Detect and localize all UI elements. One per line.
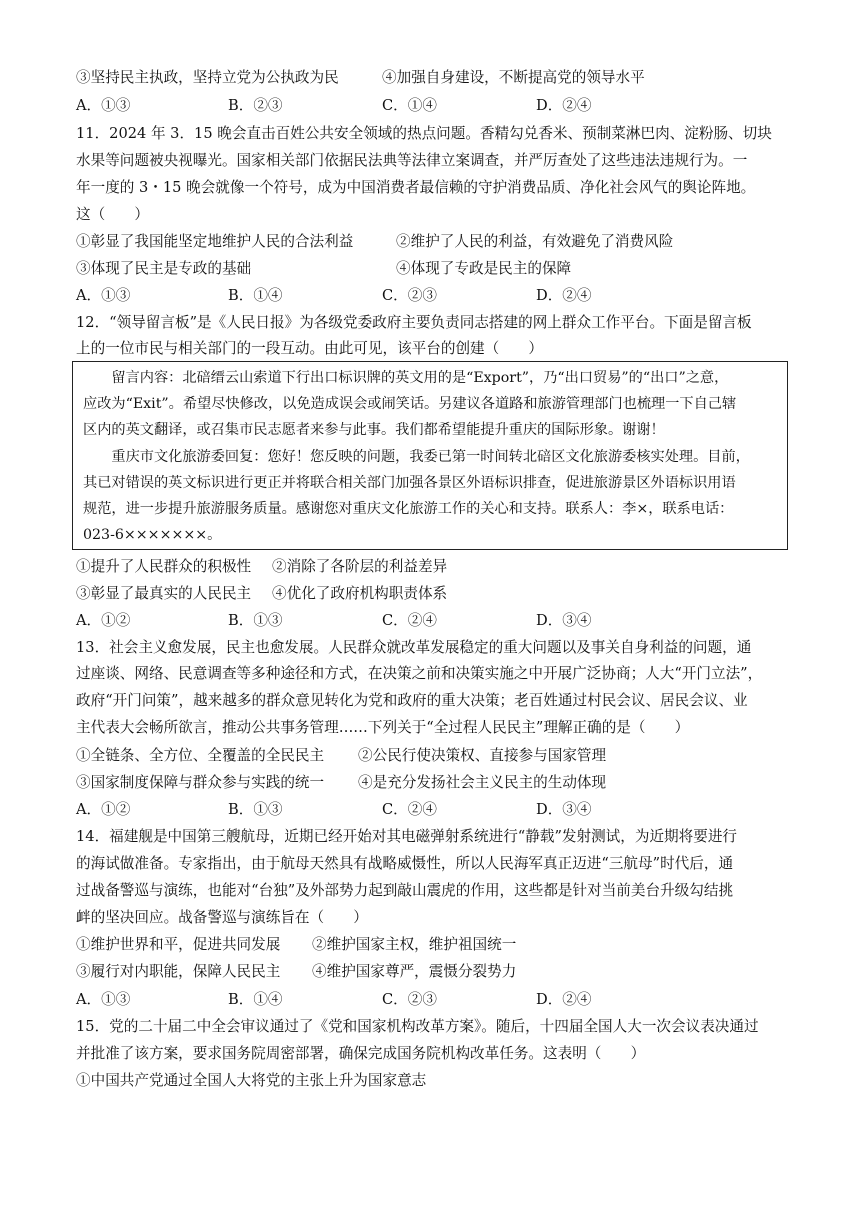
q10-statement-3: ③坚持民主执政，坚持立党为公执政为民	[76, 69, 339, 86]
q12-box-line-2: 应改为“Exit”。希望尽快修改，以免造成误会或闹笑话。另建议各道路和旅游管理部门也梳理一下自己辖	[83, 396, 737, 412]
q12-stem-line-1: 12．“领导留言板”是《人民日报》为各级党委政府主要负责同志搭建的网上群众工作平台。下面是留言板	[76, 314, 752, 331]
q15-stem-line-2: 并批准了该方案，要求国务院周密部署，确保完成国务院机构改革任务。这表明（ ）	[76, 1045, 646, 1062]
q13-stem-line-2: 过座谈、网络、民意调查等多种途径和方式，在决策之前和决策实施之中开展广泛协商；人大“开门立法”，	[76, 665, 763, 682]
q14-statement-1: ①维护世界和平，促进共同发展	[76, 936, 281, 953]
q12-option-a[interactable]: A．①②	[76, 612, 131, 629]
q13-option-c[interactable]: C．②④	[382, 801, 437, 818]
q12-box-line-4: 重庆市文化旅游委回复：您好！您反映的问题，我委已第一时间转北碚区文化旅游委核实处理。目前，	[83, 449, 750, 465]
q13-stem-line-4: 主代表大会畅所欲言，推动公共事务管理……下列关于“全过程人民民主”理解正确的是（ ）	[76, 719, 690, 736]
q15-statement-1: ①中国共产党通过全国人大将党的主张上升为国家意志	[76, 1072, 427, 1089]
q14-option-d[interactable]: D．②④	[536, 991, 592, 1008]
q12-message-box	[72, 361, 788, 550]
q12-box-line-6: 规范，进一步提升旅游服务质量。感谢您对重庆文化旅游工作的关心和支持。联系人：李×，联系电话：	[83, 501, 734, 517]
q14-option-a[interactable]: A．①③	[76, 991, 131, 1008]
q11-statement-1: ①彰显了我国能坚定地维护人民的合法利益	[76, 233, 354, 250]
q10-option-b[interactable]: B．②③	[228, 97, 283, 114]
q11-stem-line-3: 年一度的 3・15 晚会就像一个符号，成为中国消费者最信赖的守护消费品质、净化社会风气的舆论阵地。	[76, 179, 756, 196]
q12-box-line-7: 023-6×××××××。	[83, 527, 222, 543]
q12-statement-3: ③彰显了最真实的人民民主	[76, 585, 252, 602]
q13-statement-1: ①全链条、全方位、全覆盖的全民民主	[76, 747, 325, 764]
q11-stem-line-4: 这（ ）	[76, 206, 149, 223]
q13-option-d[interactable]: D．③④	[536, 801, 592, 818]
q10-option-c[interactable]: C．①④	[382, 97, 437, 114]
q12-box-line-3: 区内的英文翻译，或召集市民志愿者来参与此事。我们都希望能提升重庆的国际形象。谢谢！	[83, 422, 665, 438]
q12-stem-line-2: 上的一位市民与相关部门的一段互动。由此可见，该平台的创建（ ）	[76, 340, 544, 357]
q12-option-b[interactable]: B．①③	[228, 612, 283, 629]
q10-option-d[interactable]: D．②④	[536, 97, 592, 114]
q10-option-a[interactable]: A．①③	[76, 97, 131, 114]
q14-option-c[interactable]: C．②③	[382, 991, 437, 1008]
q12-box-line-5: 其已对错误的英文标识进行更正并将联合相关部门加强各景区外语标识排查，促进旅游景区外语标识用语	[83, 475, 736, 491]
q13-statement-3: ③国家制度保障与群众参与实践的统一	[76, 774, 325, 791]
q11-statement-4: ④体现了专政是民主的保障	[396, 260, 572, 277]
q11-option-d[interactable]: D．②④	[536, 287, 592, 304]
q11-stem-line-2: 水果等问题被央视曝光。国家相关部门依据民法典等法律立案调查，并严厉查处了这些违法违规行为。一	[76, 152, 748, 169]
q13-option-a[interactable]: A．①②	[76, 801, 131, 818]
q12-statement-1: ①提升了人民群众的积极性	[76, 558, 252, 575]
q11-statement-3: ③体现了民主是专政的基础	[76, 260, 252, 277]
q11-statement-2: ②维护了人民的利益，有效避免了消费风险	[396, 233, 674, 250]
q14-statement-2: ②维护国家主权，维护祖国统一	[312, 936, 517, 953]
q14-stem-line-1: 14．福建舰是中国第三艘航母，近期已经开始对其电磁弹射系统进行“静载”发射测试，为近期将要进行	[76, 828, 738, 845]
q12-statement-4: ④优化了政府机构职责体系	[272, 585, 448, 602]
q11-stem-line-1: 11．2024 年 3．15 晚会直击百姓公共安全领域的热点问题。香精勾兑香米、预制菜淋巴肉、淀粉肠、切块	[76, 125, 772, 142]
q13-statement-4: ④是充分发扬社会主义民主的生动体现	[358, 774, 607, 791]
q12-option-c[interactable]: C．②④	[382, 612, 437, 629]
q14-stem-line-3: 过战备警巡与演练，也能对“台独”及外部势力起到敲山震虎的作用，这些都是针对当前美台升级勾结挑	[76, 882, 734, 899]
q12-box-line-1: 留言内容：北碚缙云山索道下行出口标识牌的英文用的是“Export”，乃“出口贸易”的“出口”之意，	[83, 370, 729, 386]
q11-option-c[interactable]: C．②③	[382, 287, 437, 304]
q11-option-b[interactable]: B．①④	[228, 287, 283, 304]
q13-option-b[interactable]: B．①③	[228, 801, 283, 818]
q10-statement-4: ④加强自身建设，不断提高党的领导水平	[382, 69, 645, 86]
q15-stem-line-1: 15．党的二十届二中全会审议通过了《党和国家机构改革方案》。随后，十四届全国人大一次会议表决通过	[76, 1018, 759, 1035]
q14-option-b[interactable]: B．①④	[228, 991, 283, 1008]
q14-stem-line-4: 衅的坚决回应。战备警巡与演练旨在（ ）	[76, 909, 368, 926]
q12-option-d[interactable]: D．③④	[536, 612, 592, 629]
q14-stem-line-2: 的海试做准备。专家指出，由于航母天然具有战略威慑性，所以人民海军真正迈进“三航母”时代后，通	[76, 855, 734, 872]
q13-statement-2: ②公民行使决策权、直接参与国家管理	[358, 747, 607, 764]
q11-option-a[interactable]: A．①③	[76, 287, 131, 304]
q14-statement-4: ④维护国家尊严，震慑分裂势力	[312, 963, 517, 980]
q14-statement-3: ③履行对内职能，保障人民民主	[76, 963, 281, 980]
q12-statement-2: ②消除了各阶层的利益差异	[272, 558, 448, 575]
q13-stem-line-3: 政府“开门问策”，越来越多的群众意见转化为党和政府的重大决策；老百姓通过村民会议、居民会议、业	[76, 692, 748, 709]
q13-stem-line-1: 13．社会主义愈发展，民主也愈发展。人民群众就改革发展稳定的重大问题以及事关自身利益的问题，通	[76, 639, 752, 656]
